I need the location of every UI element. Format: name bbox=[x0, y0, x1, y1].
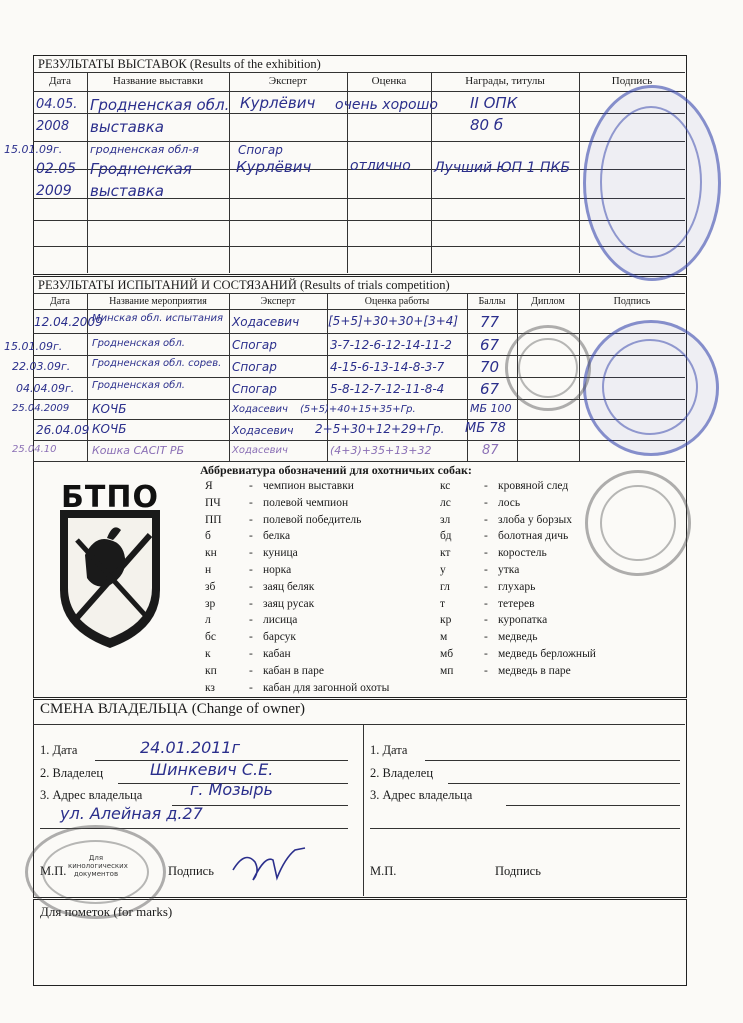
abbr-dash: - bbox=[249, 480, 253, 492]
abbr-item bbox=[205, 682, 435, 698]
tr-row7-name: Кошка САСIТ РБ bbox=[92, 444, 185, 457]
underline bbox=[425, 760, 680, 761]
abbr-item bbox=[205, 581, 435, 597]
abbr-code: кс bbox=[440, 480, 451, 492]
abbr-text: лось bbox=[498, 496, 521, 509]
owner-left-address-label: 3. Адрес владельца bbox=[40, 788, 143, 802]
tr-row1-date: 12.04.2009 bbox=[34, 315, 103, 329]
abbr-dash: - bbox=[484, 480, 488, 492]
divider bbox=[33, 419, 685, 420]
tr-row7-grade: (4+3)+35+13+32 bbox=[330, 444, 432, 457]
abbr-text: коростель bbox=[498, 547, 547, 560]
abbr-text: чемпион выставки bbox=[263, 480, 354, 492]
tr-row5-points: МБ 100 bbox=[470, 402, 512, 415]
divider bbox=[33, 333, 685, 334]
tr-row6-points: МБ 78 bbox=[465, 421, 506, 436]
abbr-code: б bbox=[205, 530, 211, 543]
owner-right-sign: Подпись bbox=[495, 864, 541, 878]
owner-right-date-label: 1. Дата bbox=[370, 743, 408, 757]
tr-row3-grade: 4-15-6-13-14-8-3-7 bbox=[330, 360, 445, 374]
abbr-code: зр bbox=[205, 597, 216, 610]
exh-header-grade: Оценка bbox=[371, 75, 407, 87]
divider bbox=[363, 724, 364, 896]
tr-row1-points: 77 bbox=[480, 313, 500, 331]
round-stamp-exhibition bbox=[583, 85, 721, 281]
abbr-text: кабан в паре bbox=[263, 664, 324, 677]
abbr-text: кабан bbox=[263, 648, 291, 660]
exh-header-sign: Подпись bbox=[611, 75, 653, 87]
abbr-dash: - bbox=[484, 631, 488, 644]
abbr-dash: - bbox=[249, 530, 253, 543]
abbr-dash: - bbox=[249, 664, 253, 677]
abbr-dash: - bbox=[484, 664, 488, 677]
divider bbox=[33, 91, 685, 92]
tr-row6-grade: 2+5+30+12+29+Гр. bbox=[315, 422, 445, 436]
tr-row6-date: 26.04.09 bbox=[36, 423, 90, 437]
owner-left-address-value2: ул. Алейная д.27 bbox=[60, 804, 203, 823]
tr-row4-points: 67 bbox=[480, 380, 500, 398]
owner-left-owner-label: 2. Владелец bbox=[40, 766, 104, 780]
divider bbox=[33, 461, 685, 462]
abbr-dash: - bbox=[484, 580, 488, 593]
abbr-dash: - bbox=[484, 597, 488, 610]
exh-row3-awards: Лучший ЮП 1 ПКБ bbox=[434, 160, 571, 176]
exh-row3-date: 02.05 2009 bbox=[36, 161, 77, 199]
abbr-code: кз bbox=[205, 681, 215, 694]
abbr-text: болотная дичь bbox=[498, 530, 569, 543]
abbr-dash: - bbox=[249, 547, 253, 560]
abbr-item bbox=[205, 614, 435, 630]
tr-row3-expert: Спогар bbox=[232, 360, 277, 374]
exh-row1-awards: II ОПК bbox=[470, 94, 518, 112]
abbr-code: лс bbox=[440, 496, 451, 509]
abbr-dash: - bbox=[484, 513, 488, 526]
abbr-text: кровяной след bbox=[498, 480, 569, 492]
tr-row2-expert: Спогар bbox=[232, 338, 277, 352]
exh-row3-expert: Курлёвич bbox=[236, 158, 312, 176]
abbr-code: кр bbox=[440, 614, 452, 627]
abbr-item bbox=[440, 665, 670, 681]
abbr-text: глухарь bbox=[498, 580, 536, 593]
abbr-item bbox=[205, 514, 435, 530]
btpo-logo-text: БТПО bbox=[61, 480, 159, 515]
abbr-code: бс bbox=[205, 631, 216, 644]
owner-right-address-label: 3. Адрес владельца bbox=[370, 788, 473, 802]
abbr-code: бд bbox=[440, 530, 452, 543]
abbr-item bbox=[205, 631, 435, 647]
abbr-text: кабан для загонной охоты bbox=[263, 681, 390, 694]
abbr-item bbox=[440, 614, 670, 630]
abbr-item bbox=[205, 598, 435, 614]
abbr-code: м bbox=[440, 631, 448, 644]
divider bbox=[33, 724, 685, 725]
abbr-text: медведь bbox=[498, 631, 538, 644]
abbr-text: полевой чемпион bbox=[263, 496, 349, 509]
owner-left-owner-value: Шинкевич С.Е. bbox=[150, 760, 274, 779]
abbr-text: тетерев bbox=[498, 597, 535, 610]
abbr-text: барсук bbox=[263, 631, 296, 644]
divider bbox=[33, 293, 685, 294]
exh-row1-awards2: 80 б bbox=[470, 116, 504, 134]
abbr-code: к bbox=[205, 648, 211, 660]
abbr-text: заяц русак bbox=[263, 597, 315, 610]
tr-row1-grade: [5+5]+30+30+[3+4] bbox=[328, 314, 459, 328]
abbr-code: кп bbox=[205, 664, 217, 677]
round-stamp-grey-right bbox=[585, 470, 691, 576]
tr-row7-expert: Ходасевич bbox=[232, 445, 288, 456]
tr-header-diploma: Диплом bbox=[531, 296, 565, 307]
exhibition-title: РЕЗУЛЬТАТЫ ВЫСТАВОК (Results of the exhibition) bbox=[38, 57, 321, 71]
tr-row6-name: КОЧБ bbox=[92, 422, 127, 436]
exh-header-awards: Награды, титулы bbox=[465, 75, 545, 87]
exh-row1-name: Гродненская обл. выставка bbox=[90, 96, 230, 136]
abbr-text: медведь в паре bbox=[498, 664, 571, 677]
owner-left-address-value: г. Мозырь bbox=[190, 780, 273, 799]
owner-signature-icon bbox=[225, 840, 315, 885]
tr-row2-points: 67 bbox=[480, 336, 500, 354]
round-stamp-trials bbox=[583, 320, 719, 456]
divider bbox=[33, 72, 685, 73]
owner-title: СМЕНА ВЛАДЕЛЬЦА (Change of owner) bbox=[40, 701, 306, 717]
underline bbox=[506, 805, 680, 806]
tr-row1-expert: Ходасевич bbox=[232, 315, 300, 329]
exh-header-name: Название выставки bbox=[112, 75, 204, 87]
tr-header-points: Баллы bbox=[478, 296, 506, 307]
abbr-code: ПЧ bbox=[205, 496, 221, 509]
divider bbox=[579, 72, 580, 273]
underline bbox=[370, 828, 680, 829]
tr-header-name: Название мероприятия bbox=[109, 296, 207, 307]
tr-row5-expert: Ходасевич bbox=[232, 404, 288, 415]
abbr-dash: - bbox=[484, 614, 488, 627]
tr-row5-date: 25.04.2009 bbox=[12, 403, 70, 414]
exh-row2-date: 15.01.09г. bbox=[4, 143, 63, 156]
abbr-text: белка bbox=[263, 530, 291, 543]
abbr-title: Аббревиатура обозначений для охотничьих собак: bbox=[200, 463, 472, 477]
abbr-dash: - bbox=[249, 631, 253, 644]
divider bbox=[33, 440, 685, 441]
abbr-item bbox=[440, 631, 670, 647]
exh-row1-expert: Курлёвич bbox=[240, 94, 316, 112]
exh-row3-grade: отлично bbox=[350, 158, 411, 174]
abbr-text: полевой победитель bbox=[263, 513, 362, 526]
abbr-dash: - bbox=[484, 564, 488, 576]
tr-row5-name: КОЧБ bbox=[92, 402, 127, 416]
tr-row6-expert: Ходасевич bbox=[232, 424, 294, 437]
round-stamp-grey-trials bbox=[505, 325, 591, 411]
trials-title: РЕЗУЛЬТАТЫ ИСПЫТАНИЙ И СОСТЯЗАНИЙ (Results of trials competition) bbox=[38, 278, 450, 292]
abbr-item bbox=[205, 530, 435, 546]
abbr-item bbox=[440, 648, 670, 664]
abbr-dash: - bbox=[484, 496, 488, 509]
underline bbox=[448, 783, 680, 784]
abbr-code: т bbox=[440, 597, 446, 610]
exh-row1-date: 04.05. 2008 bbox=[36, 97, 78, 134]
abbr-code: зб bbox=[205, 580, 216, 593]
abbr-code: кт bbox=[440, 547, 451, 560]
exh-header-date: Дата bbox=[49, 75, 71, 87]
abbr-text: утка bbox=[498, 564, 520, 576]
abbr-dash: - bbox=[249, 496, 253, 509]
tr-row1-name: Минская обл. испытания bbox=[92, 313, 223, 324]
tr-header-sign: Подпись bbox=[613, 296, 651, 307]
abbr-text: куница bbox=[263, 547, 298, 560]
tr-row3-date: 22.03.09г. bbox=[12, 360, 71, 373]
tr-row5-grade: (5+5)+40+15+35+Гр. bbox=[300, 404, 416, 415]
abbr-item bbox=[205, 480, 435, 496]
tr-row3-name: Гродненская обл. сорев. bbox=[92, 358, 222, 369]
abbr-dash: - bbox=[484, 530, 488, 543]
owner-left-date-label: 1. Дата bbox=[40, 743, 78, 757]
abbr-dash: - bbox=[249, 597, 253, 610]
tr-row2-date: 15.01.09г. bbox=[4, 340, 63, 353]
abbr-code: гл bbox=[440, 580, 450, 593]
abbr-item bbox=[205, 665, 435, 681]
abbr-dash: - bbox=[249, 614, 253, 627]
abbr-text: заяц беляк bbox=[263, 580, 315, 593]
abbr-item bbox=[440, 581, 670, 597]
abbr-dash: - bbox=[249, 513, 253, 526]
abbr-dash: - bbox=[249, 648, 253, 660]
tr-row7-date: 25.04.10 bbox=[12, 444, 57, 455]
abbr-code: н bbox=[205, 564, 212, 576]
tr-row4-date: 04.04.09г. bbox=[16, 382, 75, 395]
owner-left-sign: Подпись bbox=[168, 864, 214, 878]
owner-left-date-value: 24.01.2011г bbox=[140, 738, 241, 757]
abbr-code: Я bbox=[205, 480, 213, 492]
tr-row7-points: 87 bbox=[482, 443, 499, 458]
abbr-code: мб bbox=[440, 648, 454, 660]
divider bbox=[33, 246, 685, 247]
btpo-logo bbox=[55, 480, 165, 650]
stamp-owner-text: Для кинологических документов bbox=[68, 854, 128, 878]
abbr-text: норка bbox=[263, 564, 292, 576]
abbr-text: лисица bbox=[263, 614, 298, 627]
abbr-code: зл bbox=[440, 513, 451, 526]
abbr-item bbox=[205, 564, 435, 580]
tr-row4-grade: 5-8-12-7-12-11-8-4 bbox=[330, 382, 445, 396]
abbr-code: у bbox=[440, 564, 446, 576]
tr-header-date: Дата bbox=[50, 296, 70, 307]
tr-row2-name: Гродненская обл. bbox=[92, 338, 185, 349]
exh-row1-grade: очень хорошо bbox=[335, 97, 438, 113]
abbr-code: мп bbox=[440, 664, 454, 677]
tr-row2-grade: 3-7-12-6-12-14-11-2 bbox=[330, 338, 452, 352]
tr-header-grade: Оценка работы bbox=[364, 296, 430, 307]
abbr-text: злоба у борзых bbox=[498, 513, 572, 526]
exh-header-expert: Эксперт bbox=[268, 75, 308, 87]
abbr-dash: - bbox=[484, 547, 488, 560]
round-stamp-owner bbox=[25, 825, 166, 919]
abbr-item bbox=[205, 648, 435, 664]
abbr-dash: - bbox=[249, 580, 253, 593]
tr-row4-name: Гродненская обл. bbox=[92, 380, 185, 391]
abbr-dash: - bbox=[484, 648, 488, 660]
exh-row2-expert: Спогар bbox=[238, 143, 283, 157]
divider bbox=[33, 309, 685, 310]
exh-row2-name: гродненская обл-я bbox=[90, 143, 199, 156]
abbr-dash: - bbox=[249, 564, 253, 576]
abbr-item bbox=[205, 547, 435, 563]
owner-left-mp: М.П. bbox=[40, 864, 67, 878]
abbr-code: л bbox=[205, 614, 211, 627]
tr-header-expert: Эксперт bbox=[260, 296, 296, 307]
abbr-left-list bbox=[205, 480, 435, 700]
owner-right-owner-label: 2. Владелец bbox=[370, 766, 434, 780]
exh-row3-name: Гродненская выставка bbox=[90, 160, 192, 200]
marks-label: Для пометок (for marks) bbox=[40, 904, 173, 919]
abbr-code: кн bbox=[205, 547, 217, 560]
abbr-item bbox=[205, 497, 435, 513]
tr-row4-expert: Спогар bbox=[232, 382, 277, 396]
divider bbox=[33, 141, 685, 142]
abbr-text: куропатка bbox=[498, 614, 548, 627]
abbr-dash: - bbox=[249, 681, 253, 694]
tr-row3-points: 70 bbox=[480, 358, 500, 376]
abbr-code: ПП bbox=[205, 513, 222, 526]
owner-right-mp: М.П. bbox=[370, 864, 397, 878]
abbr-text: медведь берложный bbox=[498, 648, 596, 660]
abbr-item bbox=[440, 598, 670, 614]
